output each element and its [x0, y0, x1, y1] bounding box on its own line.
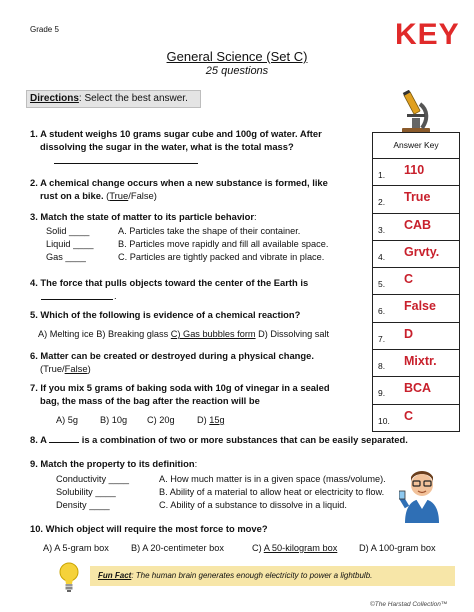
question-3: 3. Match the state of matter to its particle behavior	[30, 211, 255, 222]
question-4-blank[interactable]	[41, 299, 113, 300]
question-3-item-text: A. Particles take the shape of their container.	[118, 226, 301, 236]
answer-value: CAB	[404, 217, 432, 232]
question-3-colon: :	[254, 211, 257, 222]
question-5-option-b[interactable]: B) Breaking glass	[96, 329, 169, 339]
answer-number: 9.	[378, 388, 386, 399]
answer-key-row	[373, 350, 459, 377]
answer-key-box	[372, 132, 460, 432]
answer-key-row	[373, 377, 459, 404]
question-9-item-label: Density ____	[56, 500, 110, 510]
question-9-item-text: C. Ability of a substance to dissolve in a liquid.	[159, 500, 347, 510]
question-9-item-label: Conductivity ____	[56, 474, 130, 484]
question-2-line-2: rust on a bike.	[40, 190, 104, 201]
directions-bar	[26, 90, 201, 108]
question-10: 10. Which object will require the most force to move?	[30, 523, 268, 534]
question-9-item-label: Solubility ____	[56, 487, 116, 497]
question-3-item-label: Liquid ____	[46, 239, 94, 249]
question-9-item-text: A. How much matter is in a given space (mass/volume).	[159, 474, 386, 484]
question-2-true-choice[interactable]: True	[109, 190, 129, 201]
page-title: General Science (Set C)	[166, 49, 308, 64]
page-subtitle: 25 questions	[205, 65, 269, 77]
question-7-option-a[interactable]: A) 5g	[56, 415, 78, 425]
answer-number: 4.	[378, 251, 386, 262]
question-5-option-c[interactable]: C) Gas bubbles form	[170, 329, 256, 339]
question-6-false-choice[interactable]: False	[64, 363, 88, 374]
answer-number: 6.	[378, 306, 386, 317]
answer-value: D	[404, 326, 414, 341]
question-7-option-d-prefix: D)	[197, 415, 207, 425]
question-9-item-text: B. Ability of a material to allow heat or electricity to flow.	[159, 487, 385, 497]
question-6-true-choice[interactable]: (True/	[40, 363, 65, 374]
answer-key-row	[373, 405, 459, 431]
answer-key-row	[373, 268, 459, 295]
question-7-option-d[interactable]: 15g	[209, 415, 225, 425]
fun-fact-label: Fun Fact	[98, 571, 132, 580]
answer-number: 3.	[378, 224, 386, 235]
question-10-option-c[interactable]: A 50-kilogram box	[263, 543, 338, 553]
question-3-item-label: Gas ____	[46, 252, 86, 262]
question-7-option-b[interactable]: B) 10g	[100, 415, 128, 425]
question-8-blank[interactable]	[49, 442, 79, 443]
question-6: 6. Matter can be created or destroyed during a physical change.	[30, 350, 314, 361]
grade-label: Grade 5	[30, 25, 59, 34]
answer-key-row	[373, 295, 459, 322]
answer-value: False	[404, 299, 436, 314]
question-9-colon: :	[194, 458, 198, 469]
question-5-option-d[interactable]: D) Dissolving salt	[258, 329, 330, 339]
question-7-line-2: bag, the mass of the bag after the reaction will be	[40, 395, 260, 406]
answer-value: Grvty.	[404, 244, 440, 259]
question-3-item-text: B. Particles move rapidly and fill all available space.	[118, 239, 329, 249]
answer-value: Mixtr.	[404, 354, 437, 369]
question-3-item-label: Solid ____	[46, 226, 90, 236]
answer-key-row	[373, 159, 459, 186]
answer-key-row	[373, 186, 459, 213]
answer-number: 8.	[378, 361, 386, 372]
question-10-option-a[interactable]: A) A 5-gram box	[43, 543, 109, 553]
answer-number: 2.	[378, 197, 386, 208]
question-5-option-a[interactable]: A) Melting ice	[38, 329, 94, 339]
question-10-option-b[interactable]: B) A 20-centimeter box	[131, 543, 224, 553]
fun-fact-text: : The human brain generates enough electricity to power a lightbulb.	[131, 571, 373, 580]
answer-key-row	[373, 323, 459, 350]
question-8-prefix: 8. A	[30, 434, 47, 445]
directions-text: : Select the best answer.	[78, 93, 188, 104]
question-1-line-1: 1. A student weighs 10 grams sugar cube and 100g of water. After	[30, 128, 322, 139]
question-10-option-c-prefix: C)	[252, 543, 262, 553]
answer-number: 5.	[378, 279, 386, 290]
answer-number: 10.	[378, 415, 390, 426]
answer-value: C	[404, 272, 414, 287]
question-3-item-text: C. Particles are tightly packed and vibrate in place.	[118, 252, 325, 262]
question-4: 4. The force that pulls objects toward the center of the Earth is	[30, 277, 309, 288]
question-1-blank[interactable]	[54, 163, 198, 164]
question-7-option-c[interactable]: C) 20g	[147, 415, 175, 425]
question-10-option-d[interactable]: D) A 100-gram box	[359, 543, 436, 553]
answer-number: 7.	[378, 333, 386, 344]
answer-value: True	[404, 190, 431, 205]
question-6-close: )	[87, 363, 91, 374]
answer-key-row	[373, 214, 459, 241]
answer-key-heading: Answer Key	[373, 133, 459, 159]
question-2-false-choice[interactable]: /False)	[128, 190, 157, 201]
answer-number: 1.	[378, 170, 386, 180]
question-4-end: .	[114, 290, 117, 301]
directions-label: Directions	[30, 93, 79, 104]
fun-fact-banner	[90, 566, 455, 586]
question-7-line-1: 7. If you mix 5 grams of baking soda with 10g of vinegar in a sealed	[30, 382, 330, 393]
question-9: 9. Match the property to its definition	[30, 458, 195, 469]
answer-key-row	[373, 241, 459, 268]
question-5: 5. Which of the following is evidence of a chemical reaction?	[30, 309, 301, 320]
scientist-icon	[399, 463, 445, 523]
copyright: ©The Harstad Collection™	[370, 601, 448, 608]
answer-value: 110	[404, 163, 425, 177]
question-8-text: is a combination of two or more substances that can be easily separated.	[81, 434, 408, 445]
question-2-open: (	[106, 190, 110, 201]
answer-value: BCA	[404, 381, 432, 396]
answer-value: C	[404, 408, 414, 423]
lightbulb-icon	[58, 562, 80, 592]
question-1-line-2: dissolving the sugar in the water, what is the total mass?	[40, 141, 294, 152]
microscope-icon	[398, 90, 434, 134]
question-2-line-1: 2. A chemical change occurs when a new substance is formed, like	[30, 177, 328, 188]
key-label: KEY	[395, 18, 460, 51]
